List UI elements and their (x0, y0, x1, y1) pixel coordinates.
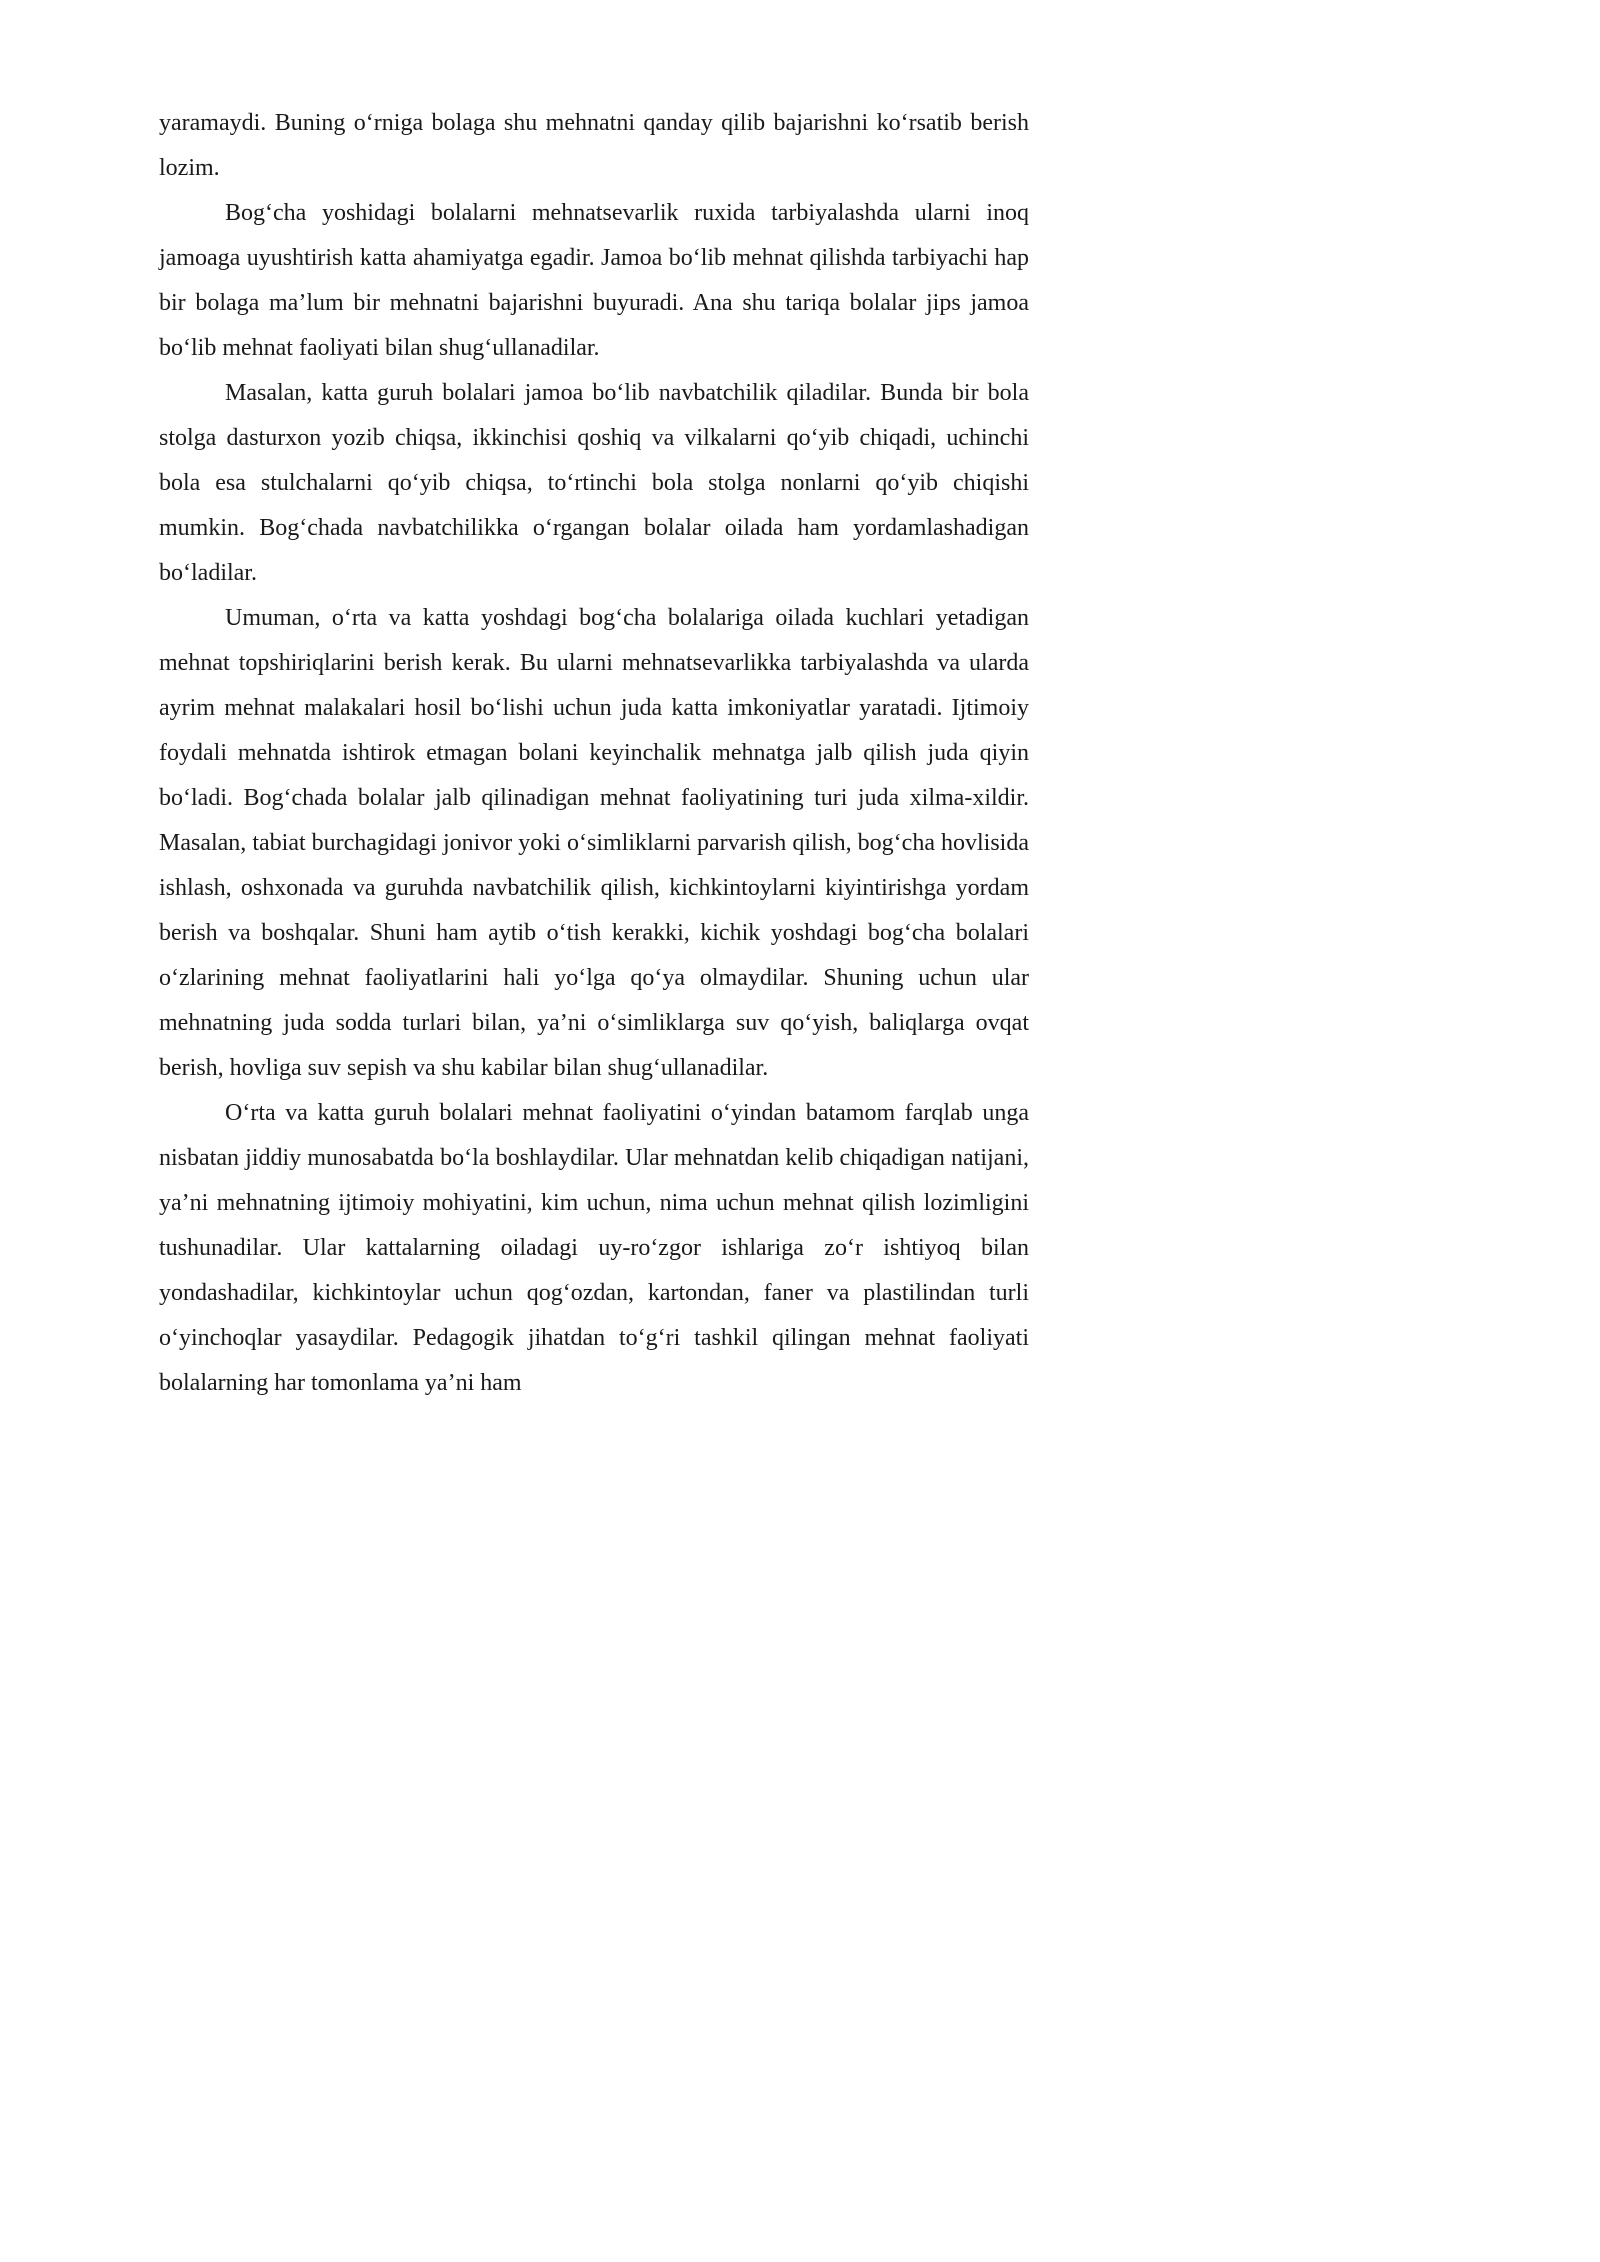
paragraph: yaramaydi. Buning o‘rniga bolaga shu mehnatni qanday qilib bajarishni ko‘rsatib berish lozim. (159, 110, 1029, 181)
document-page (0, 0, 1100, 1555)
paragraph: O‘rta va katta guruh bolalari mehnat faoliyatini o‘yindan batamom farqlab unga nisbatan jiddiy munosabatda bo‘la boshlaydilar. Ular mehnatdan kelib chiqadigan natijani, ya’ni mehnatning ijtimoiy mohiyatini, kim uchun, nima uchun mehnat qilish lozimligini tushunadilar. Ular kattalarning oiladagi uy-ro‘zgor ishlariga zo‘r ishtiyoq bilan yondashadilar, kichkintoylar uchun qog‘ozdan, kartondan, faner va plastilindan turli o‘yinchoqlar yasaydilar. Pedagogik jihatdan to‘g‘ri tashkil qilingan mehnat faoliyati bolalarning har tomonlama ya’ni ham (159, 1100, 1029, 1396)
paragraph: Bog‘cha yoshidagi bolalarni mehnatsevarlik ruxida tarbiyalashda ularni inoq jamoaga uyushtirish katta ahamiyatga egadir. Jamoa bo‘lib mehnat qilishda tarbiyachi hap bir bolaga ma’lum bir mehnatni bajarishni buyuradi. Ana shu tariqa bolalar jips jamoa bo‘lib mehnat faoliyati bilan shug‘ullanadilar. (159, 200, 1029, 361)
body-text (159, 101, 1029, 1406)
paragraph: Umuman, o‘rta va katta yoshdagi bog‘cha bolalariga oilada kuchlari yetadigan mehnat topshiriqlarini berish kerak. Bu ularni mehnatsevarlikka tarbiyalashda va ularda ayrim mehnat malakalari hosil bo‘lishi uchun juda katta imkoniyatlar yaratadi. Ijtimoiy foydali mehnatda ishtirok etmagan bolani keyinchalik mehnatga jalb qilish juda qiyin bo‘ladi. Bog‘chada bolalar jalb qilinadigan mehnat faoliyatining turi juda xilma-xildir. Masalan, tabiat burchagidagi jonivor yoki o‘simliklarni parvarish qilish, bog‘cha hovlisida ishlash, oshxonada va guruhda navbatchilik qilish, kichkintoylarni kiyintirishga yordam berish va boshqalar. Shuni ham aytib o‘tish kerakki, kichik yoshdagi bog‘cha bolalari o‘zlarining mehnat faoliyatlarini hali yo‘lga qo‘ya olmaydilar. Shuning uchun ular mehnatning juda sodda turlari bilan, ya’ni o‘simliklarga suv qo‘yish, baliqlarga ovqat berish, hovliga suv sepish va shu kabilar bilan shug‘ullanadilar. (159, 605, 1029, 1081)
paragraph: Masalan, katta guruh bolalari jamoa bo‘lib navbatchilik qiladilar. Bunda bir bola stolga dasturxon yozib chiqsa, ikkinchisi qoshiq va vilkalarni qo‘yib chiqadi, uchinchi bola esa stulchalarni qo‘yib chiqsa, to‘rtinchi bola stolga nonlarni qo‘yib chiqishi mumkin. Bog‘chada navbatchilikka o‘rgangan bolalar oilada ham yordamlashadigan bo‘ladilar. (159, 380, 1029, 586)
